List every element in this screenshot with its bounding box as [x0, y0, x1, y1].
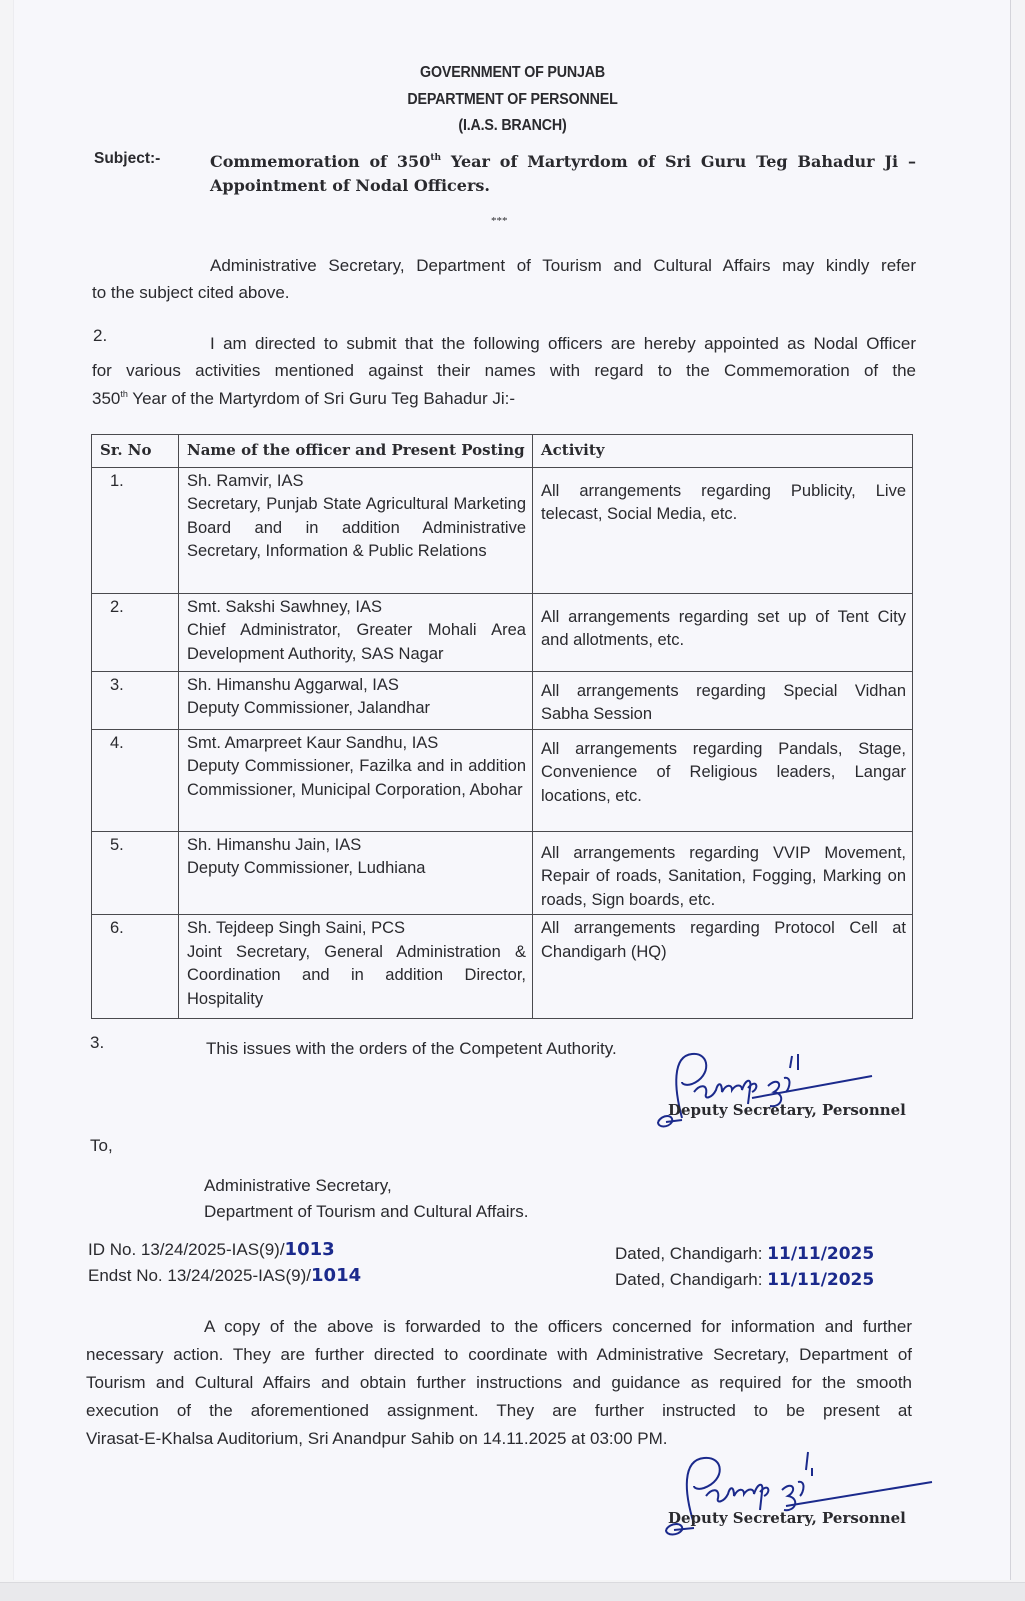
copy-para-line-5: Virasat-E-Khalsa Auditorium, Sri Anandpur Sahib on 14.11.2025 at 03:00 PM. — [86, 1429, 668, 1448]
separator-stars: *** — [491, 215, 508, 227]
para3-number: 3. — [90, 1033, 105, 1052]
activity-text: All arrangements regarding Publicity, Live telecast, Social Media, etc. — [541, 481, 906, 523]
para2-line-2: for various activities mentioned against their names with regard to the Commemoration of the — [92, 361, 916, 380]
para2-line-3: 350th Year of the Martyrdom of Sri Guru Teg Bahadur Ji:- — [92, 389, 515, 408]
header-activity: Activity — [533, 435, 913, 468]
row-sr-no: 1. — [92, 467, 179, 593]
table-row — [92, 671, 913, 729]
activity-cell — [533, 915, 913, 1019]
dated-1: Dated, Chandigarh: 11/11/2025 — [615, 1244, 875, 1264]
officer-posting: Secretary, Punjab State Agricultural Marketing Board and in addition Administrative Secretary, Information & Public Relations — [187, 495, 526, 560]
endst-number-handwritten: 1014 — [311, 1265, 362, 1286]
activity-text: All arrangements regarding set up of Tent City and allotments, etc. — [541, 607, 906, 649]
table-row — [92, 729, 913, 831]
signature-2-designation: Deputy Secretary, Personnel — [668, 1509, 906, 1527]
activity-text: All arrangements regarding VVIP Movement, Repair of roads, Sanitation, Fogging, Marking on roads, Sign boards, etc. — [541, 843, 906, 909]
officer-name: Sh. Himanshu Jain, IAS — [187, 835, 362, 854]
copy-para-line-2: necessary action. They are further directed to coordinate with Administrative Secretary, Department of — [86, 1345, 912, 1364]
header-branch: (I.A.S. BRANCH) — [458, 117, 567, 134]
table-row — [92, 467, 913, 593]
activity-cell — [533, 467, 913, 593]
table-row — [92, 831, 913, 915]
table-header-row — [92, 435, 913, 468]
copy-para-line-4: execution of the aforementioned assignment. They are further instructed to be present at — [86, 1401, 912, 1420]
row-sr-no: 5. — [92, 831, 179, 915]
para2-line-1: I am directed to submit that the following officers are hereby appointed as Nodal Officer — [210, 334, 916, 353]
header-department: DEPARTMENT OF PERSONNEL — [407, 91, 618, 108]
row-sr-no: 4. — [92, 729, 179, 831]
id-number: ID No. 13/24/2025-IAS(9)/1013 — [88, 1239, 335, 1260]
activity-cell — [533, 831, 913, 915]
nodal-officers-table — [91, 434, 913, 1019]
activity-cell — [533, 671, 913, 729]
activity-cell — [533, 593, 913, 671]
addressee-line-1: Administrative Secretary, — [204, 1176, 392, 1195]
to-label: To, — [90, 1136, 113, 1155]
para1-line-1: Administrative Secretary, Department of Tourism and Cultural Affairs may kindly refer — [210, 256, 916, 275]
addressee-line-2: Department of Tourism and Cultural Affairs. — [204, 1202, 529, 1221]
row-sr-no: 2. — [92, 593, 179, 671]
officer-posting: Deputy Commissioner, Fazilka and in addition Commissioner, Municipal Corporation, Abohar — [187, 757, 526, 799]
endst-number: Endst No. 13/24/2025-IAS(9)/1014 — [88, 1265, 362, 1286]
activity-cell — [533, 729, 913, 831]
copy-para-line-1: A copy of the above is forwarded to the officers concerned for information and further — [204, 1317, 912, 1336]
officer-cell — [179, 915, 533, 1019]
officer-posting: Deputy Commissioner, Ludhiana — [187, 859, 426, 877]
officer-name: Smt. Amarpreet Kaur Sandhu, IAS — [187, 733, 439, 752]
officer-name: Sh. Tejdeep Singh Saini, PCS — [187, 919, 406, 937]
officer-cell — [179, 467, 533, 593]
officer-name: Sh. Himanshu Aggarwal, IAS — [187, 675, 399, 694]
signature-1-designation: Deputy Secretary, Personnel — [668, 1101, 906, 1119]
table-row — [92, 915, 913, 1019]
officer-cell — [179, 671, 533, 729]
officer-name: Smt. Sakshi Sawhney, IAS — [187, 597, 383, 616]
para2-number: 2. — [93, 326, 108, 345]
id-number-handwritten: 1013 — [284, 1239, 335, 1260]
activity-text: All arrangements regarding Protocol Cell at Chandigarh (HQ) — [541, 919, 906, 961]
row-sr-no: 3. — [92, 671, 179, 729]
subject-line-1: Commemoration of 350th Year of Martyrdom of Sri Guru Teg Bahadur Ji – — [210, 152, 916, 171]
subject-line-2: Appointment of Nodal Officers. — [210, 176, 490, 195]
activity-text: All arrangements regarding Pandals, Stage, Convenience of Religious leaders, Langar locations, etc. — [541, 739, 906, 805]
activity-text: All arrangements regarding Special Vidhan Sabha Session — [541, 681, 906, 723]
date-1-handwritten: 11/11/2025 — [767, 1244, 875, 1264]
next-page-edge — [0, 1582, 1025, 1601]
header-officer-name: Name of the officer and Present Posting — [179, 435, 533, 468]
date-2-handwritten: 11/11/2025 — [767, 1270, 875, 1290]
officer-posting: Chief Administrator, Greater Mohali Area Development Authority, SAS Nagar — [187, 621, 526, 663]
officer-cell — [179, 593, 533, 671]
para1-line-2: to the subject cited above. — [92, 283, 290, 302]
row-sr-no: 6. — [92, 915, 179, 1019]
header-sr-no: Sr. No — [92, 435, 179, 468]
officer-cell — [179, 729, 533, 831]
table-row — [92, 593, 913, 671]
subject-label: Subject:- — [94, 150, 161, 167]
officer-posting: Joint Secretary, General Administration & Coordination and in addition Director, Hospitality — [187, 942, 526, 1008]
copy-para-line-3: Tourism and Cultural Affairs and obtain further instructions and guidance as required for the smooth — [86, 1373, 912, 1392]
officer-cell — [179, 831, 533, 915]
para3-text: This issues with the orders of the Competent Authority. — [206, 1039, 617, 1058]
officer-name: Sh. Ramvir, IAS — [187, 471, 304, 490]
dated-2: Dated, Chandigarh: 11/11/2025 — [615, 1270, 875, 1290]
officer-posting: Deputy Commissioner, Jalandhar — [187, 699, 431, 717]
header-government: GOVERNMENT OF PUNJAB — [420, 64, 605, 81]
